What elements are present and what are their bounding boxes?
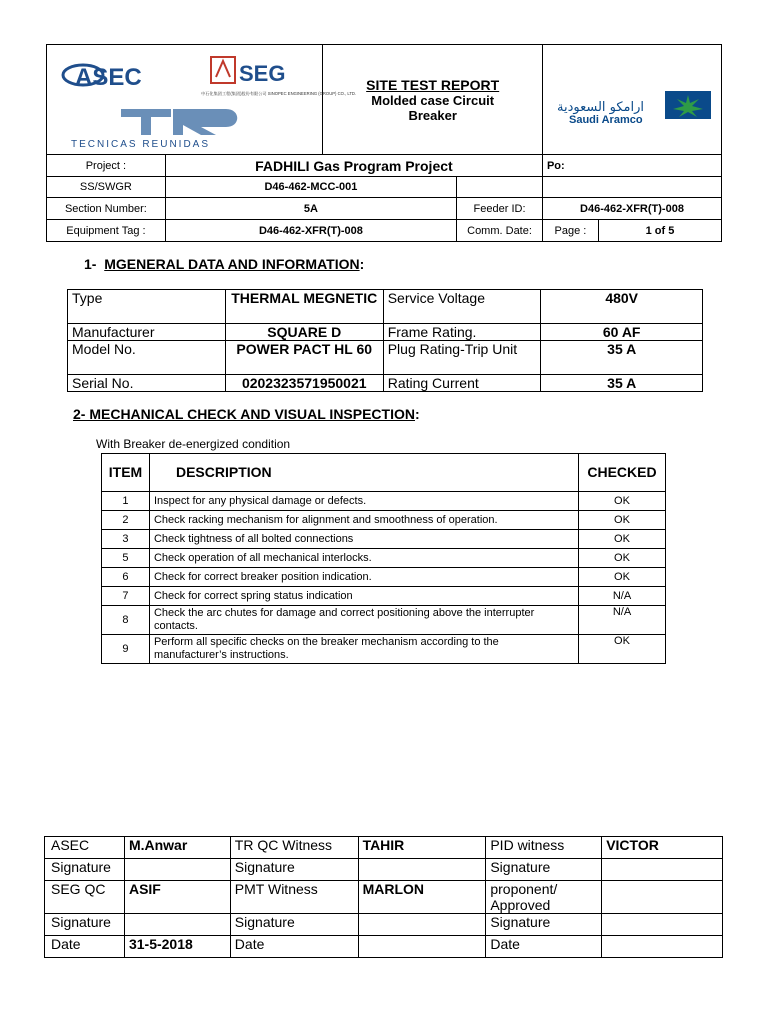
signature-row: [45, 914, 723, 936]
row-item: 5: [102, 549, 150, 568]
project-value: FADHILI Gas Program Project: [165, 155, 542, 177]
signature-row: [45, 837, 723, 859]
equip-label: Equipment Tag :: [47, 220, 166, 242]
signature-table: [44, 836, 723, 958]
col-checked-header: CHECKED: [579, 454, 666, 492]
sig-label: proponent/ Approved: [486, 881, 602, 914]
asec-logo-text: ASEC: [75, 64, 142, 91]
sig-value: [358, 914, 486, 936]
gen-label: Plug Rating-Trip Unit: [383, 341, 541, 375]
comm-date-label: Comm. Date:: [457, 220, 543, 242]
aramco-logo-cell: [542, 45, 721, 155]
gen-value: 35 A: [541, 375, 703, 392]
sig-label: Date: [45, 936, 125, 958]
sig-label: Signature: [230, 859, 358, 881]
po-label: Po:: [542, 155, 721, 177]
sig-value: ASIF: [124, 881, 230, 914]
row-item: 6: [102, 568, 150, 587]
project-label: Project :: [47, 155, 166, 177]
gen-label: Frame Rating.: [383, 324, 541, 341]
gen-label: Serial No.: [68, 375, 226, 392]
row-checked: OK: [579, 530, 666, 549]
section1-colon: :: [359, 256, 365, 272]
sig-label: Signature: [230, 914, 358, 936]
sig-value: TAHIR: [358, 837, 486, 859]
header-table: [46, 44, 722, 242]
section2-note: With Breaker de-energized condition: [96, 437, 291, 451]
row-checked: N/A: [579, 587, 666, 606]
row-desc: Check the arc chutes for damage and correct positioning above the interrupter contacts.: [149, 606, 578, 635]
gen-value: 0202323571950021: [225, 375, 383, 392]
row-checked: OK: [579, 635, 666, 664]
gen-label: Manufacturer: [68, 324, 226, 341]
tr-logo-r-icon: [173, 109, 237, 135]
table-row: [102, 587, 666, 606]
row-item: 9: [102, 635, 150, 664]
section1-title: MGENERAL DATA AND INFORMATION: [104, 256, 360, 272]
gen-value: 35 A: [541, 341, 703, 375]
sig-value: [602, 859, 723, 881]
sig-value: [358, 859, 486, 881]
table-row: [102, 606, 666, 635]
table-row: [102, 568, 666, 587]
section1-number: 1-: [84, 256, 97, 272]
general-data-table: [67, 289, 703, 392]
page-value: 1 of 5: [598, 220, 721, 242]
gen-label: Rating Current: [383, 375, 541, 392]
sig-label: Signature: [45, 859, 125, 881]
feeder-value: D46-462-XFR(T)-008: [542, 198, 721, 220]
sig-label: Date: [486, 936, 602, 958]
gen-value: 480V: [541, 290, 703, 324]
feeder-label: Feeder ID:: [457, 198, 543, 220]
report-title-cell: [323, 45, 543, 155]
section2-heading: [73, 406, 420, 422]
row-desc: Check for correct breaker position indication.: [149, 568, 578, 587]
tr-logo-text: TECNICAS REUNIDAS: [71, 139, 211, 150]
aramco-logo: [547, 81, 717, 141]
sig-value: 31-5-2018: [124, 936, 230, 958]
row-desc: Check racking mechanism for alignment and smoothness of operation.: [149, 511, 578, 530]
signature-row: [45, 936, 723, 958]
row-item: 8: [102, 606, 150, 635]
report-title: SITE TEST REPORT: [366, 76, 500, 93]
sig-label: Signature: [486, 859, 602, 881]
section-label: Section Number:: [47, 198, 166, 220]
sig-value: [124, 859, 230, 881]
sig-value: [124, 914, 230, 936]
ss-empty-2: [542, 177, 721, 198]
row-desc: Perform all specific checks on the breaker mechanism according to the manufacturer’s instructions.: [149, 635, 578, 664]
signature-row: [45, 881, 723, 914]
tr-logo-t-icon: [121, 109, 171, 135]
row-checked: OK: [579, 549, 666, 568]
seg-logo-subtext: 中石化集团工程(集团)股份有限公司 SINOPEC ENGINEERING (GROUP) CO., LTD.: [201, 91, 357, 96]
company-logos: [51, 47, 357, 152]
row-item: 2: [102, 511, 150, 530]
aramco-arabic-text: ارامكو السعودية: [556, 99, 644, 115]
equip-value: D46-462-XFR(T)-008: [165, 220, 456, 242]
gen-value: THERMAL MEGNETIC: [225, 290, 383, 324]
row-checked: N/A: [579, 606, 666, 635]
col-item-header: ITEM: [102, 454, 150, 492]
gen-value: 60 AF: [541, 324, 703, 341]
sig-label: SEG QC: [45, 881, 125, 914]
seg-logo-text: SEG: [239, 61, 286, 86]
row-desc: Check operation of all mechanical interlocks.: [149, 549, 578, 568]
sig-label: Signature: [486, 914, 602, 936]
ss-value: D46-462-MCC-001: [165, 177, 456, 198]
section1-heading: [84, 256, 364, 272]
table-row: [102, 492, 666, 511]
section2-title: 2- MECHANICAL CHECK AND VISUAL INSPECTION: [73, 406, 415, 422]
sig-value: [358, 936, 486, 958]
row-item: 1: [102, 492, 150, 511]
mechanical-check-table: [101, 453, 666, 664]
sig-value: [602, 914, 723, 936]
row-item: 7: [102, 587, 150, 606]
signature-row: [45, 859, 723, 881]
report-subtitle-1: Molded case Circuit: [371, 92, 495, 108]
row-checked: OK: [579, 511, 666, 530]
section2-colon: :: [415, 406, 420, 422]
ss-empty: [457, 177, 543, 198]
sig-label: Signature: [45, 914, 125, 936]
aramco-english-text: Saudi Aramco: [568, 113, 643, 126]
sig-value: [602, 936, 723, 958]
ss-label: SS/SWGR: [47, 177, 166, 198]
table-row: [102, 511, 666, 530]
col-desc-header: DESCRIPTION: [149, 454, 578, 492]
table-row: [102, 635, 666, 664]
sig-label: PID witness: [486, 837, 602, 859]
gen-label: Model No.: [68, 341, 226, 375]
row-item: 3: [102, 530, 150, 549]
report-subtitle-2: Breaker: [408, 107, 457, 123]
gen-value: POWER PACT HL 60: [225, 341, 383, 375]
table-row: [102, 549, 666, 568]
gen-label: Type: [68, 290, 226, 324]
sig-label: TR QC Witness: [230, 837, 358, 859]
sig-label: Date: [230, 936, 358, 958]
sig-label: ASEC: [45, 837, 125, 859]
row-desc: Check tightness of all bolted connections: [149, 530, 578, 549]
row-desc: Check for correct spring status indication: [149, 587, 578, 606]
sig-value: MARLON: [358, 881, 486, 914]
gen-value: SQUARE D: [225, 324, 383, 341]
page-label: Page :: [542, 220, 598, 242]
section-value: 5A: [165, 198, 456, 220]
row-desc: Inspect for any physical damage or defects.: [149, 492, 578, 511]
sig-value: VICTOR: [602, 837, 723, 859]
sig-label: PMT Witness: [230, 881, 358, 914]
gen-label: Service Voltage: [383, 290, 541, 324]
row-checked: OK: [579, 492, 666, 511]
row-checked: OK: [579, 568, 666, 587]
table-row: [102, 530, 666, 549]
sig-value: [602, 881, 723, 914]
logos-cell: [47, 45, 357, 155]
mechanical-check-rows: [102, 492, 666, 664]
sig-value: M.Anwar: [124, 837, 230, 859]
